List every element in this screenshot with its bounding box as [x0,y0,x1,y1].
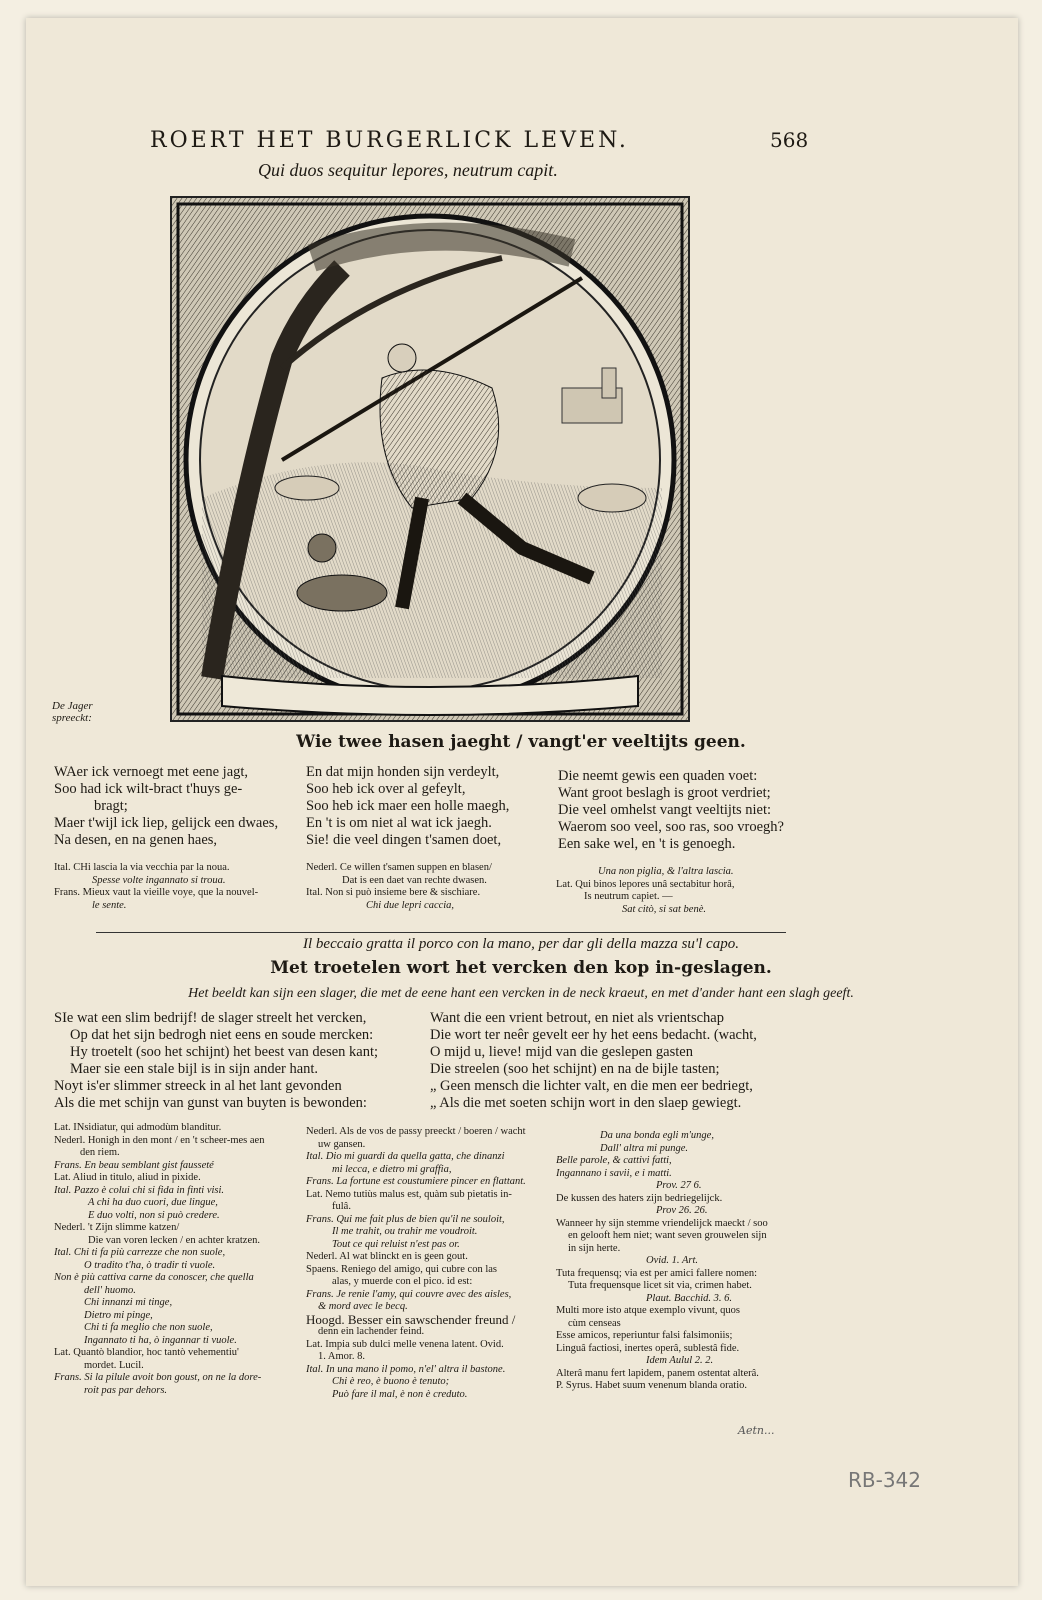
note-line: alas, y muerde con el pico. id est: [332,1276,473,1287]
poem-line: „ Als die met soeten schijn wort in den slaep gewiegt. [430,1095,742,1111]
note-line: Nederl. Honigh in den mont / en 't scheer-mes aen [54,1134,265,1146]
poem-line: O mijd u, lieve! mijd van die geslepen gasten [430,1044,693,1060]
note-line: denn ein lachender feind. [318,1326,425,1337]
note-line: Plaut. Bacchid. 3. 6. [646,1292,733,1304]
note-line: mordet. Lucil. [84,1359,144,1371]
poem-line: Die veel omhelst vangt veeltijts niet: [558,802,772,818]
note-line: Linguâ factiosi, inertes operâ, sublestâ fide. [556,1342,740,1354]
note-line: Wanneer hy sijn stemme vriendelijck maeckt / soo [556,1217,768,1229]
note-line: Lat. INsidiatur, qui admodùm blanditur. [54,1122,222,1133]
note-line: Non è più cattiva carne da conoscer, che quella [54,1272,254,1283]
poem-line: Sie! die veel dingen t'samen doet, [306,832,502,848]
side-label-line: spreeckt: [52,712,92,724]
note-line: Ital. Dio mi guardi da quella gatta, che dinanzi [306,1151,505,1162]
note-line: Ital. In una mano il pomo, n'el' altra il bastone. [306,1363,506,1375]
note-line: Può fare il mal, è non è creduto. [332,1388,468,1400]
note-line: De kussen des haters zijn bedriegelijck. [556,1192,723,1204]
poem1-column-2 [306,764,552,849]
side-label [52,700,93,724]
note-line: Nederl. Al wat blinckt en is geen gout. [306,1251,468,1262]
poem-line: Want die een vrient betrout, en niet als vrientschap [430,1010,724,1026]
note-line: Frans. En beau semblant gist fausseté [54,1159,214,1171]
note-line: den riem. [80,1147,120,1158]
note-line: Frans. Mieux vaut la vieille voye, que la nouvel- [54,887,259,898]
note-line: Lat. Qui binos lepores unâ sectabitur horâ, [556,878,735,890]
note-line: Frans. La fortune est coustumiere pincer en flattant. [306,1176,526,1187]
note-line: Esse amicos, reperiuntur falsi falsimoniis; [556,1330,733,1341]
notes1-column-2 [306,862,552,912]
note-line: Dietro mi pinge, [84,1309,153,1321]
note-line: Ovid. 1. Art. [646,1255,699,1266]
note-line: fulâ. [332,1201,351,1212]
notes1-column-3 [556,866,796,916]
note-line: dell' huomo. [84,1284,136,1296]
note-line: Chi innanzi mi tinge, [84,1297,173,1308]
poem-line: En dat mijn honden sijn verdeylt, [306,764,500,780]
note-line: A chi ha duo cuori, due lingue, [88,1197,218,1208]
poem2-column-1 [54,1010,424,1112]
note-line: Nederl. 't Zijn slimme katzen/ [54,1222,180,1233]
notes2-column-3 [556,1130,802,1393]
note-line: E duo volti, non si può credere. [88,1209,220,1221]
note-line: Tout ce qui reluist n'est pas or. [332,1238,460,1250]
margin-handwriting: Aetn... [738,1424,775,1437]
note-line: Prov. 27 6. [656,1180,702,1191]
latin-motto: Qui duos sequitur lepores, neutrum capit. [258,160,558,180]
poem-line: Die wort ter neêr gevelt eer hy het eens bedacht. (wacht, [430,1027,757,1043]
note-line: en gelooft hem niet; want seven grouwelen sijn [568,1230,767,1241]
note-line: O tradito t'ha, ò tradir ti vuole. [84,1259,216,1271]
note-line: Dat is een daet van rechte dwasen. [342,874,487,886]
note-line: Ital. Chi ti fa più carrezze che non suole, [54,1247,226,1258]
note-line: Tuta frequensque licet sit via, crimen habet. [568,1280,752,1291]
note-line: Nederl. Ce willen t'samen suppen en blasen/ [306,862,492,873]
note-line: Ital. Non si può insieme bere & sischiare. [306,887,481,898]
note-line: Hoogd. Besser ein sawschender freund / [306,1311,516,1327]
notes2-column-1 [54,1122,302,1397]
note-line: & mord avec le becq. [318,1301,408,1312]
poem-line: SIe wat een slim bedrijf! de slager streelt het vercken, [54,1010,367,1026]
poem1-column-1 [54,764,304,849]
note-line: mi lecca, e dietro mi graffia, [332,1163,452,1175]
note-line: Chi ti fa meglio che non suole, [84,1322,213,1333]
note-line: roit pas par dehors. [84,1384,168,1396]
poem-line: Waerom soo veel, soo ras, soo vroegh? [558,819,784,835]
note-line: Spaens. Reniego del amigo, qui cubre con las [306,1263,497,1275]
note-line: Ingannato ti ha, ò ingannar ti vuole. [84,1334,237,1346]
note-line: Sat citò, si sat benè. [622,903,706,915]
poem-line: Die streelen (soo het schijnt) en na de bijle tasten; [430,1061,720,1077]
emblem-caption: Wie twee hasen jaeght / vangt'er veeltijts geen. [296,732,746,752]
poem-line: En 't is om niet al wat ick jaegh. [306,815,492,831]
note-line: Nederl. Als de vos de passy preeckt / boeren / wacht [306,1126,526,1137]
engraving-plate [170,196,690,722]
poem1-column-3 [558,768,798,853]
note-line: Lat. Aliud in titulo, aliud in pixide. [54,1172,201,1183]
note-line: 1. Amor. 8. [318,1351,365,1362]
note-line: P. Syrus. Habet suum venenum blanda oratio. [556,1380,748,1391]
hunter-engraving-image [172,198,688,720]
note-line: uw gansen. [318,1138,366,1150]
poem-line: Hy troetelt (soo het schijnt) het beest van desen kant; [70,1044,379,1060]
running-header: ROERT HET BURGERLICK LEVEN. [150,128,629,153]
poem-line: Soo had ick wilt-bract t'huys ge- [54,781,243,797]
poem-line: Soo heb ick over al gefeylt, [306,781,466,797]
note-line: Da una bonda egli m'unge, [600,1130,714,1141]
poem-line: Na desen, en na genen haes, [54,832,218,848]
note-line: cùm censeas [568,1317,621,1329]
note-line: Una non piglia, & l'altra lascia. [598,866,734,877]
poem-line: bragt; [94,798,128,814]
poem-line: Noyt is'er slimmer streeck in al het lant gevonden [54,1078,342,1094]
note-line: Tuta frequensq; via est per amici fallere nomen: [556,1267,758,1279]
note-line: Ingannano i savii, e i matti. [556,1167,672,1179]
note-line: Lat. Nemo tutiùs malus est, quàm sub pietatis in- [306,1188,512,1200]
section-subheading: Het beeldt kan sijn een slager, die met de eene hant een vercken in de neck kraeut, en met d'ander hant een slagh geeft. [188,986,854,1001]
notes2-column-2 [306,1126,554,1401]
note-line: Idem Aulul 2. 2. [646,1355,714,1366]
note-line: Ital. CHi lascia la via vecchia par la noua. [54,862,230,873]
poem-line: Maer sie een stale bijl is in sijn ander hant. [70,1061,319,1077]
note-line: Spesse volte ingannato si troua. [92,874,226,886]
note-line: Il me trahit, ou trahir me voudroit. [332,1226,478,1237]
poem-line: Als die met schijn van gunst van buyten is bewonden: [54,1095,367,1111]
poem-line: WAer ick vernoegt met eene jagt, [54,764,249,780]
note-line: Is neutrum capiet. — [584,891,673,902]
note-line: Lat. Quantò blandior, hoc tantò vehementiu' [54,1347,239,1358]
note-line: Ital. Pazzo è colui chi si fida in finti visi. [54,1184,225,1196]
italian-proverb: Il beccaio gratta il porco con la mano, per dar gli della mazza su'l capo. [303,936,739,952]
note-line: Lat. Impia sub dulci melle venena latent. Ovid. [306,1338,504,1350]
note-line: Die van voren lecken / en achter kratzen. [88,1234,260,1246]
poem-line: Soo heb ick maer een holle maegh, [306,798,510,814]
poem2-column-2 [430,1010,806,1112]
note-line: Dall' altra mi punge. [600,1142,688,1154]
note-line: Frans. Qui me fait plus de bien qu'il ne souloit, [306,1213,505,1225]
note-line: Prov 26. 26. [656,1205,708,1216]
note-line: Alterâ manu fert lapidem, panem ostentat alterâ. [556,1367,759,1379]
note-line: Chi due lepri caccia, [366,899,455,911]
poem-line: Want groot beslagh is groot verdriet; [558,785,771,801]
note-line: in sijn herte. [568,1242,621,1254]
section-divider [96,932,786,933]
note-line: Frans. Si la pilule avoit bon goust, on ne la dore- [54,1372,262,1383]
note-line: Chi è reo, è buono è tenuto; [332,1376,450,1387]
notes1-column-1 [54,862,304,912]
poem-line: Maer t'wijl ick liep, gelijck een dwaes, [54,815,279,831]
note-line: Multi more isto atque exemplo vivunt, quos [556,1305,741,1316]
note-line: Belle parole, & cattivi fatti, [556,1155,672,1166]
note-line: le sente. [92,899,127,911]
poem-line: „ Geen mensch die lichter valt, en die men eer bedriegt, [430,1078,753,1094]
collection-stamp: RB-342 [848,1468,922,1492]
page-number: 568 [770,128,809,152]
poem-line: Die neemt gewis een quaden voet: [558,768,758,784]
note-line: Frans. Je renie l'amy, qui couvre avec des aisles, [306,1288,512,1300]
section-heading: Met troetelen wort het vercken den kop in-geslagen. [270,958,772,978]
poem-line: Op dat het sijn bedrogh niet eens en soude mercken: [70,1027,374,1043]
poem-line: Een sake wel, en 't is genoegh. [558,836,736,852]
side-label-line: De Jager [52,700,93,712]
